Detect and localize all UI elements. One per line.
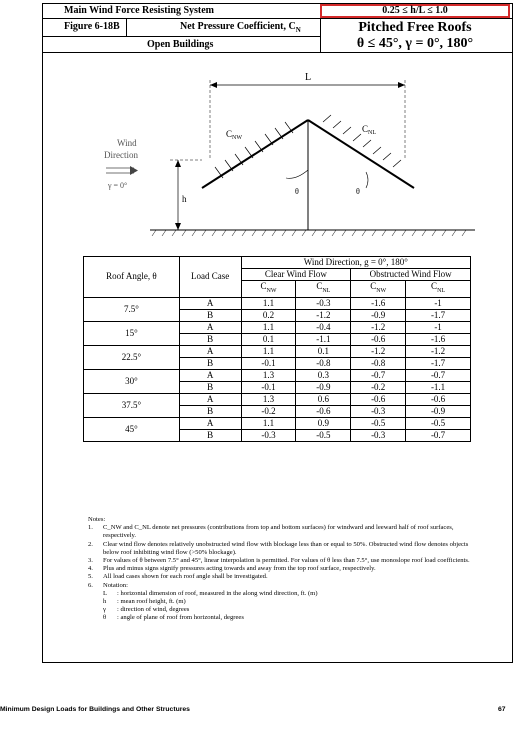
header-cnw-clear: $C_{NW}$ [241,281,296,298]
coef-cell: 0.9 [296,417,351,429]
theta-left: θ [295,187,299,196]
notation-item [103,598,478,606]
table-row [84,321,471,333]
note-item [88,582,478,590]
roof-angle-cell: 22.5° [84,345,180,369]
coefficient-table [83,256,471,442]
roof-windward [202,120,308,188]
header-divider-2 [42,36,320,37]
coef-cell: -0.7 [406,429,471,441]
coef-cell: 1.1 [241,417,296,429]
table-row [84,345,471,357]
direction-label: Direction [104,150,138,160]
coef-cell: -0.6 [296,405,351,417]
header-wind-direction: Wind Direction, g = 0°, 180° [241,257,470,269]
note-item [88,557,478,565]
roof-diagram [90,70,480,245]
coef-cell: -0.3 [351,405,406,417]
roof-angle-cell: 30° [84,369,180,393]
notes-heading: Notes: [88,516,106,523]
roof-angle-cell: 45° [84,417,180,441]
header-clear-flow: Clear Wind Flow [241,269,351,281]
notation-item [103,614,478,622]
coef-cell: -0.8 [351,357,406,369]
coef-cell: -1.2 [406,345,471,357]
load-case-cell: A [179,369,241,381]
roof-leeward [308,120,414,188]
load-case-cell: B [179,333,241,345]
coef-cell: -0.6 [406,393,471,405]
wind-label: Wind [117,138,137,148]
cnw-label: $C_{NW}$ [226,129,243,141]
coef-cell: -1.7 [406,309,471,321]
note-number: 1. [88,524,93,532]
coef-cell: -1.6 [351,297,406,309]
coef-cell: 0.1 [296,345,351,357]
figure-subtitle: θ ≤ 45°, γ = 0°, 180° [356,36,474,51]
note-text: Clear wind flow denotes relatively unobstructed wind flow with blockage less than or equal to 50%. Obstructed wind flow denotes objects below roof inhibiting wind flow (>50% blockage). [103,540,469,556]
coef-cell: 1.1 [241,345,296,357]
wind-arrow [130,166,138,175]
ratio-label: 0.25 ≤ h/L ≤ 1.0 [382,5,448,16]
note-number: 5. [88,573,93,581]
load-case-cell: A [179,393,241,405]
coef-cell: -0.5 [351,417,406,429]
notation-item [103,590,478,598]
notes [88,516,478,623]
coef-cell: -1.1 [406,381,471,393]
header-load-case: Load Case [179,257,241,298]
footer-title: Minimum Design Loads for Buildings and Other Structures [0,706,190,713]
coef-cell: -0.3 [351,429,406,441]
coef-cell: -1.1 [296,333,351,345]
load-case-cell: B [179,357,241,369]
notation-definition: : angle of plane of roof from horizontal, degrees [117,614,244,622]
coefficient-label: Net Pressure Coefficient, $C_N$ [180,21,301,34]
table-row [84,297,471,309]
notes-list [88,524,478,590]
header-cnl-clear: $C_{NL}$ [296,281,351,298]
load-case-cell: B [179,309,241,321]
coef-cell: -1.7 [406,357,471,369]
coef-cell: 0.3 [296,369,351,381]
coef-cell: -0.2 [241,405,296,417]
theta-arc-left [286,170,308,178]
note-item [88,565,478,573]
notation-item [103,606,478,614]
notation-list [88,590,478,623]
header-obstructed-flow: Obstructed Wind Flow [351,269,471,281]
table-body [84,297,471,441]
coef-cell: -0.7 [406,369,471,381]
coef-cell: -0.3 [241,429,296,441]
note-text: Plus and minus signs signify pressures acting towards and away from the top roof surface, respectively. [103,565,376,573]
coef-cell: 1.1 [241,297,296,309]
h-arrow-top [175,160,181,167]
roof-angle-cell: 7.5° [84,297,180,321]
header-cnw-obstructed: $C_{NW}$ [351,281,406,298]
coef-cell: 0.2 [241,309,296,321]
note-number: 2. [88,540,93,548]
h-arrow-bottom [175,223,181,230]
load-case-cell: B [179,405,241,417]
arrow-right [398,82,405,88]
table-row [84,369,471,381]
header-divider-1 [42,18,513,19]
coef-cell: -0.9 [296,381,351,393]
table-row [84,393,471,405]
header-roof-angle: Roof Angle, θ [84,257,180,298]
arrow-left [210,82,217,88]
load-case-cell: A [179,321,241,333]
coef-cell: -0.1 [241,357,296,369]
coef-cell: -0.6 [351,333,406,345]
system-label: Main Wind Force Resisting System [64,5,215,16]
coef-cell: -0.5 [406,417,471,429]
coef-cell: 0.6 [296,393,351,405]
header-cnl-obstructed: $C_{NL}$ [406,281,471,298]
load-case-cell: A [179,345,241,357]
coef-cell: -1.2 [351,345,406,357]
note-text: For values of θ between 7.5° and 45°, linear interpolation is permitted. For values of θ less than 7.5°, use monoslope roof load coefficients. [103,557,470,565]
coef-cell: 1.3 [241,393,296,405]
header-divider-3 [42,52,513,53]
notation-definition: : direction of wind, degrees [117,606,190,614]
table-row [84,417,471,429]
note-text: All load cases shown for each roof angle shall be investigated. [103,573,268,581]
note-number: 3. [88,557,93,565]
note-item [88,524,478,540]
notation-definition: : mean roof height, ft. (m) [117,598,186,606]
coef-cell: 0.1 [241,333,296,345]
page-number: 67 [498,706,506,713]
notation-symbol: θ [103,614,107,622]
note-item [88,573,478,581]
gamma-label: γ = 0° [108,181,128,190]
load-case-cell: A [179,297,241,309]
coef-cell: -0.6 [351,393,406,405]
notation-definition: : horizontal dimension of roof, measured in the along wind direction, ft. (m) [117,589,318,597]
coef-cell: -0.2 [351,381,406,393]
coef-cell: -1 [406,297,471,309]
note-item [88,541,478,557]
coef-cell: -0.7 [351,369,406,381]
header-vdivider-2 [126,18,127,36]
theta-right: θ [356,187,360,196]
coef-cell: -1.2 [351,321,406,333]
coef-cell: -0.4 [296,321,351,333]
h-label: h [182,194,187,204]
roof-angle-cell: 15° [84,321,180,345]
coef-cell: -0.3 [296,297,351,309]
buildings-label: Open Buildings [147,39,214,50]
coef-cell: 1.3 [241,369,296,381]
load-case-cell: A [179,417,241,429]
coef-cell: -0.9 [406,405,471,417]
note-text: Notation: [103,581,128,589]
coef-cell: -0.1 [241,381,296,393]
roof-angle-cell: 37.5° [84,393,180,417]
notation-symbol: h [103,598,107,606]
coef-cell: -0.9 [351,309,406,321]
coef-cell: -0.8 [296,357,351,369]
coef-cell: -1.6 [406,333,471,345]
load-case-cell: B [179,429,241,441]
note-number: 4. [88,565,93,573]
note-text: C_NW and C_NL denote net pressures (contributions from top and bottom surfaces) for windward and leeward half of roof surfaces, respectively. [103,524,454,540]
cnl-label: $C_{NL}$ [362,124,377,136]
notation-symbol: L [103,589,108,597]
load-case-cell: B [179,381,241,393]
coef-cell: -1 [406,321,471,333]
coef-cell: -0.5 [296,429,351,441]
notation-symbol: γ [103,606,106,614]
figure-label: Figure 6-18B [64,21,120,32]
note-number: 6. [88,581,93,589]
theta-arc-right [366,172,368,188]
coef-cell: 1.1 [241,321,296,333]
l-label: L [304,72,312,83]
ground-hatch [152,230,466,236]
figure-title: Pitched Free Roofs [358,20,472,35]
coef-cell: -1.2 [296,309,351,321]
